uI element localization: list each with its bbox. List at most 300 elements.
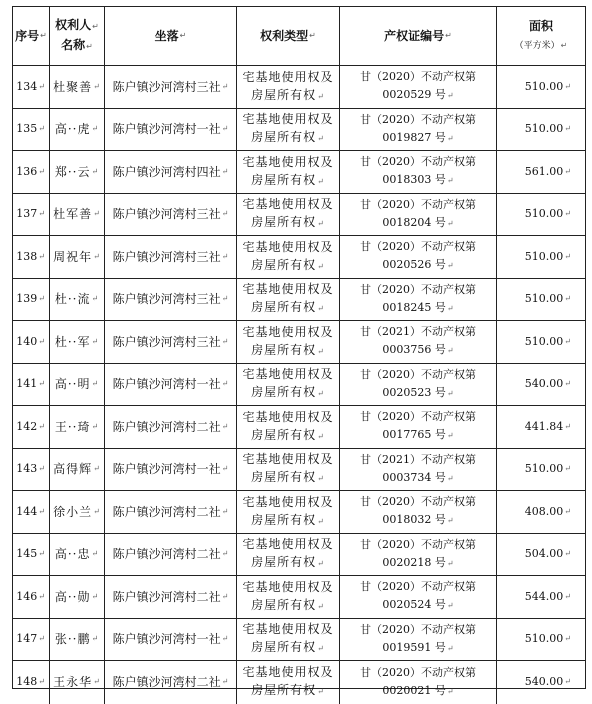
cell-location — [105, 279, 237, 321]
cert-line2: 0018204 号 — [382, 215, 446, 229]
cert-stack — [360, 621, 476, 658]
owner-value: 郑··云 — [54, 164, 91, 179]
area-value: 510.00 — [524, 79, 564, 93]
return-mark: ↵ — [317, 91, 325, 101]
right-type-line2: 房屋所有权 — [251, 385, 317, 400]
owner-value: 周祝年 — [53, 249, 93, 264]
table-row — [13, 279, 585, 322]
cell-area — [497, 449, 585, 491]
cert-line2: 0020526 号 — [382, 258, 446, 272]
cell-right-type — [237, 151, 340, 193]
area-value: 510.00 — [524, 122, 564, 136]
cert-line1: 甘（2020）不动产权第 — [360, 70, 476, 84]
return-mark: ↵ — [93, 506, 101, 516]
right-type-line2-wrap — [251, 341, 325, 361]
return-mark: ↵ — [317, 431, 325, 441]
owner-value: 高··勋 — [54, 589, 91, 604]
cell-right-type — [237, 109, 340, 151]
return-mark: ↵ — [221, 166, 229, 176]
cert-line2: 0020021 号 — [382, 683, 446, 697]
return-mark: ↵ — [86, 42, 93, 51]
return-mark: ↵ — [93, 251, 101, 261]
owner-value: 张··鹏 — [54, 632, 91, 647]
table-row — [13, 194, 585, 237]
cert-stack — [360, 451, 476, 488]
return-mark: ↵ — [317, 644, 325, 654]
return-mark: ↵ — [91, 549, 100, 559]
owner-value: 杜聚善 — [53, 79, 93, 94]
area-value: 561.00 — [524, 164, 564, 178]
cert-line2-wrap — [382, 256, 453, 275]
seq-value: 145 — [16, 547, 38, 561]
right-type-line2: 房屋所有权 — [251, 300, 317, 315]
return-mark: ↵ — [38, 166, 45, 176]
return-mark: ↵ — [317, 134, 325, 144]
return-mark: ↵ — [446, 176, 454, 186]
cert-line2-wrap — [382, 682, 453, 701]
cell-right-type — [237, 406, 340, 448]
return-mark: ↵ — [317, 687, 325, 697]
right-type-line1: 宅基地使用权及 — [242, 239, 334, 254]
seq-value: 136 — [16, 164, 38, 178]
owner-value: 王··琦 — [54, 419, 91, 434]
return-mark: ↵ — [446, 91, 454, 101]
cell-area — [497, 151, 585, 193]
return-mark: ↵ — [221, 124, 229, 134]
return-mark: ↵ — [564, 464, 571, 474]
seq-value: 138 — [16, 249, 38, 263]
cell-location — [105, 619, 237, 661]
cert-line2-wrap — [382, 426, 453, 445]
cell-owner — [50, 109, 105, 151]
return-mark: ↵ — [38, 379, 45, 389]
right-type-line1: 宅基地使用权及 — [242, 494, 334, 509]
cell-right-type — [237, 279, 340, 321]
cell-location — [105, 449, 237, 491]
area-value: 540.00 — [524, 675, 564, 689]
cell-location — [105, 364, 237, 406]
table-row — [13, 491, 585, 534]
seq-value: 147 — [16, 632, 38, 646]
return-mark: ↵ — [564, 379, 571, 389]
cert-stack — [360, 323, 476, 360]
cert-line1: 甘（2020）不动产权第 — [360, 112, 476, 126]
seq-value: 148 — [16, 675, 38, 689]
right-type-stack — [242, 323, 333, 361]
area-value: 510.00 — [524, 249, 564, 263]
cell-area — [497, 491, 585, 533]
cert-stack — [360, 281, 476, 318]
cell-owner — [50, 151, 105, 193]
cell-location — [105, 321, 237, 363]
cert-line1: 甘（2020）不动产权第 — [360, 240, 476, 254]
cell-area — [497, 194, 585, 236]
return-mark: ↵ — [91, 634, 100, 644]
return-mark: ↵ — [564, 81, 571, 91]
right-type-line2-wrap — [251, 511, 325, 531]
cell-area — [497, 661, 585, 704]
return-mark: ↵ — [221, 464, 229, 474]
cert-stack — [360, 536, 476, 573]
location-value: 陈户镇沙河湾村三社 — [112, 249, 221, 264]
cell-area — [497, 364, 585, 406]
return-mark: ↵ — [317, 474, 325, 484]
return-mark: ↵ — [221, 506, 229, 516]
header-area-unit-line — [515, 35, 568, 55]
cell-owner — [50, 194, 105, 236]
location-value: 陈户镇沙河湾村一社 — [112, 377, 221, 392]
header-area — [497, 7, 585, 65]
location-value: 陈户镇沙河湾村二社 — [112, 419, 221, 434]
cert-stack — [360, 196, 476, 233]
owner-value: 高··虎 — [54, 122, 91, 137]
cert-line2: 0018303 号 — [382, 173, 446, 187]
header-seq-label: 序号 — [15, 29, 40, 43]
cell-seq — [13, 534, 50, 576]
cell-location — [105, 194, 237, 236]
right-type-line1: 宅基地使用权及 — [242, 367, 334, 382]
seq-value: 141 — [16, 377, 38, 391]
return-mark: ↵ — [446, 601, 454, 611]
cell-cert-no — [340, 194, 497, 236]
return-mark: ↵ — [38, 634, 45, 644]
cell-seq — [13, 66, 50, 108]
cell-right-type — [237, 66, 340, 108]
return-mark: ↵ — [446, 686, 454, 696]
cert-line2: 0003734 号 — [382, 470, 446, 484]
cert-line2-wrap — [382, 554, 453, 573]
cell-location — [105, 534, 237, 576]
cell-cert-no — [340, 449, 497, 491]
right-type-line2: 房屋所有权 — [251, 172, 317, 187]
right-type-line2: 房屋所有权 — [251, 640, 317, 655]
header-location-label: 坐落 — [154, 29, 179, 43]
return-mark: ↵ — [221, 294, 229, 304]
header-location — [105, 7, 237, 65]
cert-stack — [360, 238, 476, 275]
return-mark: ↵ — [564, 677, 571, 687]
return-mark: ↵ — [38, 421, 45, 431]
cert-line1: 甘（2021）不动产权第 — [360, 452, 476, 466]
owner-value: 徐小兰 — [53, 504, 93, 519]
area-value: 540.00 — [524, 377, 564, 391]
cell-seq — [13, 491, 50, 533]
return-mark: ↵ — [91, 421, 100, 431]
cert-line2: 0020529 号 — [382, 88, 446, 102]
cell-right-type — [237, 576, 340, 618]
cert-line2: 0019827 号 — [382, 130, 446, 144]
cell-right-type — [237, 491, 340, 533]
return-mark: ↵ — [446, 303, 454, 313]
right-type-stack — [242, 280, 333, 318]
cert-line2: 0003756 号 — [382, 343, 446, 357]
return-mark: ↵ — [317, 304, 325, 314]
header-owner-line2 — [61, 36, 93, 56]
owner-value: 王永华 — [53, 675, 93, 690]
cell-seq — [13, 151, 50, 193]
cell-cert-no — [340, 151, 497, 193]
seq-value: 135 — [16, 122, 38, 136]
cell-area — [497, 619, 585, 661]
return-mark: ↵ — [446, 388, 454, 398]
cell-owner — [50, 321, 105, 363]
location-value: 陈户镇沙河湾村三社 — [112, 79, 221, 94]
owner-value: 杜军善 — [53, 207, 93, 222]
right-type-line1: 宅基地使用权及 — [242, 197, 334, 212]
cell-location — [105, 406, 237, 448]
area-value: 510.00 — [524, 334, 564, 348]
location-value: 陈户镇沙河湾村三社 — [112, 207, 221, 222]
return-mark: ↵ — [38, 591, 45, 601]
return-mark: ↵ — [221, 336, 229, 346]
owner-value: 杜··军 — [54, 334, 91, 349]
return-mark: ↵ — [560, 41, 568, 50]
return-mark: ↵ — [446, 133, 454, 143]
right-type-line2: 房屋所有权 — [251, 555, 317, 570]
right-type-line1: 宅基地使用权及 — [242, 324, 334, 339]
table-row — [13, 364, 585, 407]
cell-area — [497, 534, 585, 576]
header-right-type — [237, 7, 340, 65]
header-owner-line2-text: 名称 — [61, 38, 86, 52]
cert-line2: 0020524 号 — [382, 598, 446, 612]
location-value: 陈户镇沙河湾村一社 — [112, 122, 221, 137]
header-owner — [50, 7, 105, 65]
right-type-stack — [242, 408, 333, 446]
return-mark: ↵ — [91, 294, 100, 304]
area-value: 504.00 — [524, 547, 564, 561]
cell-right-type — [237, 661, 340, 704]
seq-value: 140 — [16, 334, 38, 348]
seq-value: 137 — [16, 207, 38, 221]
return-mark: ↵ — [564, 124, 571, 134]
cert-line2-wrap — [382, 299, 453, 318]
cell-owner — [50, 66, 105, 108]
area-value: 510.00 — [524, 632, 564, 646]
return-mark: ↵ — [446, 473, 454, 483]
right-type-line1: 宅基地使用权及 — [242, 112, 334, 127]
header-area-unit: （平方米） — [514, 41, 560, 51]
right-type-line1: 宅基地使用权及 — [242, 452, 334, 467]
cell-cert-no — [340, 364, 497, 406]
cell-cert-no — [340, 406, 497, 448]
cert-line2: 0017765 号 — [382, 428, 446, 442]
table-row — [13, 66, 585, 109]
cell-cert-no — [340, 236, 497, 278]
right-type-line2-wrap — [251, 681, 325, 701]
header-owner-stack — [55, 16, 99, 56]
header-area-label: 面积 — [528, 19, 553, 33]
right-type-stack — [242, 68, 333, 106]
table-row — [13, 151, 585, 194]
right-type-line1: 宅基地使用权及 — [242, 282, 334, 297]
cell-right-type — [237, 534, 340, 576]
right-type-line1: 宅基地使用权及 — [242, 537, 334, 552]
return-mark: ↵ — [317, 219, 325, 229]
return-mark: ↵ — [221, 251, 229, 261]
return-mark: ↵ — [564, 591, 571, 601]
cell-location — [105, 66, 237, 108]
right-type-stack — [242, 153, 333, 191]
cert-stack — [360, 153, 476, 190]
area-value: 441.84 — [524, 419, 564, 433]
location-value: 陈户镇沙河湾村二社 — [112, 675, 221, 690]
return-mark: ↵ — [446, 346, 454, 356]
cell-owner — [50, 576, 105, 618]
cell-owner — [50, 449, 105, 491]
cert-line2-wrap — [382, 384, 453, 403]
seq-value: 139 — [16, 292, 38, 306]
right-type-line1: 宅基地使用权及 — [242, 69, 334, 84]
right-type-line2: 房屋所有权 — [251, 427, 317, 442]
return-mark: ↵ — [91, 166, 100, 176]
cert-stack — [360, 408, 476, 445]
return-mark: ↵ — [221, 379, 229, 389]
right-type-line1: 宅基地使用权及 — [242, 409, 334, 424]
cell-area — [497, 109, 585, 151]
cell-cert-no — [340, 534, 497, 576]
cert-line1: 甘（2020）不动产权第 — [360, 410, 476, 424]
owner-value: 杜··流 — [54, 292, 91, 307]
table-row — [13, 534, 585, 577]
cert-line2: 0020218 号 — [382, 555, 446, 569]
header-area-stack — [515, 17, 568, 55]
location-value: 陈户镇沙河湾村四社 — [112, 164, 221, 179]
location-value: 陈户镇沙河湾村三社 — [112, 292, 221, 307]
return-mark: ↵ — [564, 506, 571, 516]
return-mark: ↵ — [317, 261, 325, 271]
cell-right-type — [237, 321, 340, 363]
owner-value: 高··忠 — [54, 547, 91, 562]
cell-seq — [13, 279, 50, 321]
return-mark: ↵ — [38, 81, 45, 91]
right-type-line2: 房屋所有权 — [251, 342, 317, 357]
return-mark: ↵ — [38, 209, 45, 219]
return-mark: ↵ — [446, 261, 454, 271]
cert-stack — [360, 68, 476, 105]
right-type-line1: 宅基地使用权及 — [242, 579, 334, 594]
right-type-line2: 房屋所有权 — [251, 87, 317, 102]
right-type-line1: 宅基地使用权及 — [242, 665, 334, 680]
header-right-type-label: 权利类型 — [260, 29, 309, 43]
cell-seq — [13, 576, 50, 618]
area-value: 408.00 — [524, 504, 564, 518]
return-mark: ↵ — [93, 209, 101, 219]
cert-line1: 甘（2020）不动产权第 — [360, 622, 476, 636]
cert-line1: 甘（2021）不动产权第 — [360, 325, 476, 339]
return-mark: ↵ — [317, 516, 325, 526]
cell-seq — [13, 406, 50, 448]
return-mark: ↵ — [38, 677, 45, 687]
cell-right-type — [237, 449, 340, 491]
return-mark: ↵ — [38, 251, 45, 261]
right-type-stack — [242, 620, 333, 658]
return-mark: ↵ — [317, 389, 325, 399]
cert-stack — [360, 664, 476, 701]
return-mark: ↵ — [221, 81, 229, 91]
location-value: 陈户镇沙河湾村一社 — [112, 462, 221, 477]
cell-owner — [50, 491, 105, 533]
header-cert-no — [340, 7, 497, 65]
return-mark: ↵ — [221, 421, 229, 431]
return-mark: ↵ — [40, 31, 47, 40]
right-type-line2-wrap — [251, 171, 325, 191]
cell-owner — [50, 534, 105, 576]
table-row — [13, 576, 585, 619]
location-value: 陈户镇沙河湾村二社 — [112, 589, 221, 604]
cell-location — [105, 236, 237, 278]
cell-owner — [50, 236, 105, 278]
return-mark: ↵ — [93, 677, 101, 687]
right-type-line2: 房屋所有权 — [251, 683, 317, 698]
return-mark: ↵ — [564, 294, 571, 304]
return-mark: ↵ — [564, 634, 571, 644]
right-type-line2: 房屋所有权 — [251, 597, 317, 612]
right-type-line2-wrap — [251, 638, 325, 658]
right-type-stack — [242, 238, 333, 276]
right-type-stack — [242, 195, 333, 233]
cert-line2-wrap — [382, 86, 453, 105]
cert-line2-wrap — [382, 214, 453, 233]
cell-cert-no — [340, 619, 497, 661]
return-mark: ↵ — [91, 336, 100, 346]
cell-seq — [13, 619, 50, 661]
return-mark: ↵ — [446, 516, 454, 526]
header-seq — [13, 7, 50, 65]
cell-location — [105, 491, 237, 533]
return-mark: ↵ — [446, 218, 454, 228]
cert-line2-wrap — [382, 171, 453, 190]
right-type-line2-wrap — [251, 596, 325, 616]
cell-location — [105, 109, 237, 151]
right-type-stack — [242, 493, 333, 531]
return-mark: ↵ — [38, 124, 45, 134]
right-type-stack — [242, 110, 333, 148]
cell-seq — [13, 364, 50, 406]
area-value: 510.00 — [524, 207, 564, 221]
cell-cert-no — [340, 321, 497, 363]
right-type-line2-wrap — [251, 468, 325, 488]
cert-stack — [360, 493, 476, 530]
right-type-line2: 房屋所有权 — [251, 215, 317, 230]
right-type-line2: 房屋所有权 — [251, 470, 317, 485]
right-type-line1: 宅基地使用权及 — [242, 154, 334, 169]
table-row — [13, 321, 585, 364]
area-value: 510.00 — [524, 462, 564, 476]
return-mark: ↵ — [564, 336, 571, 346]
cell-owner — [50, 406, 105, 448]
return-mark: ↵ — [317, 176, 325, 186]
cert-line1: 甘（2020）不动产权第 — [360, 580, 476, 594]
cell-area — [497, 576, 585, 618]
seq-value: 143 — [16, 462, 38, 476]
return-mark: ↵ — [221, 209, 229, 219]
return-mark: ↵ — [38, 549, 45, 559]
location-value: 陈户镇沙河湾村一社 — [112, 632, 221, 647]
cell-location — [105, 576, 237, 618]
return-mark: ↵ — [564, 251, 571, 261]
cell-owner — [50, 661, 105, 704]
cell-cert-no — [340, 576, 497, 618]
cell-seq — [13, 194, 50, 236]
cert-line2-wrap — [382, 341, 453, 360]
right-type-stack — [242, 450, 333, 488]
return-mark: ↵ — [221, 549, 229, 559]
right-type-line2-wrap — [251, 86, 325, 106]
cell-seq — [13, 321, 50, 363]
cell-right-type — [237, 619, 340, 661]
table-row — [13, 449, 585, 492]
